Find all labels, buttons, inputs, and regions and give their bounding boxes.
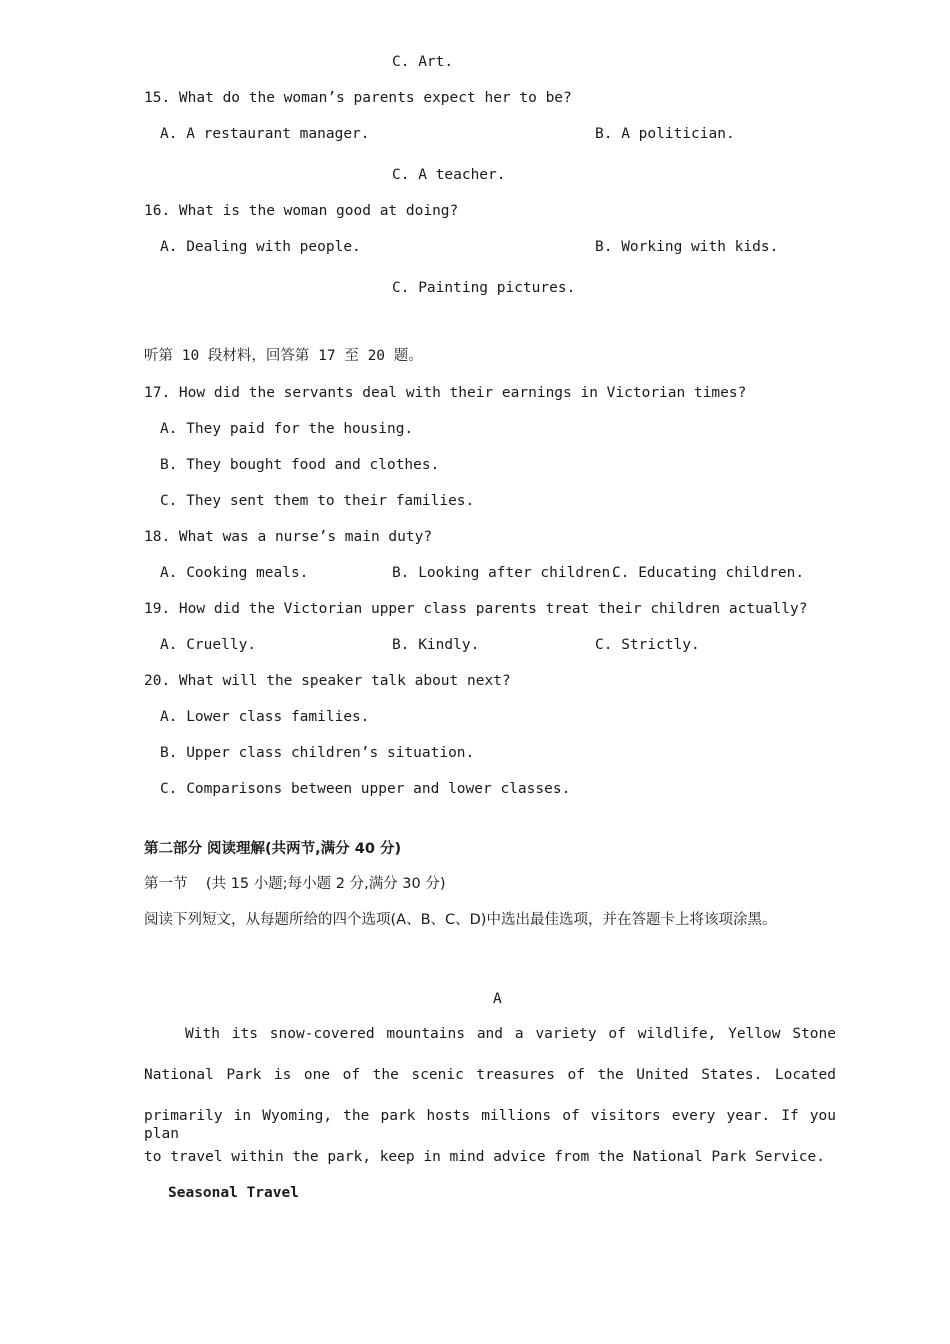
q19-option-a: A. Cruelly. [160, 637, 257, 653]
q16-stem: 16. What is the woman good at doing? [144, 203, 459, 219]
q19-option-b: B. Kindly. [392, 637, 480, 653]
q18-option-a: A. Cooking meals. [160, 565, 309, 581]
q17-option-c: C. They sent them to their families. [160, 493, 475, 509]
q18-option-b: B. Looking after children. [392, 565, 619, 581]
q20-stem: 20. What will the speaker talk about next? [144, 673, 511, 689]
q16-option-a: A. Dealing with people. [160, 239, 361, 255]
passage-line-4: to travel within the park, keep in mind advice from the National Park Service. [144, 1149, 825, 1165]
q17-stem: 17. How did the servants deal with their earnings in Victorian times? [144, 385, 747, 401]
q20-option-a: A. Lower class families. [160, 709, 370, 725]
passage-line-3: primarily in Wyoming, the park hosts millions of visitors every year. If you plan [144, 1108, 836, 1142]
passage-subheading: Seasonal Travel [168, 1185, 299, 1201]
q19-option-c: C. Strictly. [595, 637, 700, 653]
q15-stem: 15. What do the woman’s parents expect her to be? [144, 90, 572, 106]
q15-option-c: C. A teacher. [392, 167, 506, 183]
q18-option-c: C. Educating children. [612, 565, 805, 581]
q18-stem: 18. What was a nurse’s main duty? [144, 529, 433, 545]
part2-instructions: 阅读下列短文，从每题所给的四个选项(A、B、C、D)中选出最佳选项，并在答题卡上将该项涂黑。 [144, 912, 777, 928]
q17-option-a: A. They paid for the housing. [160, 421, 414, 437]
passage-line-2: National Park is one of the scenic treasures of the United States. Located [144, 1067, 836, 1083]
q16-option-b: B. Working with kids. [595, 239, 779, 255]
part2-section1: 第一节 (共 15 小题;每小题 2 分,满分 30 分) [144, 876, 446, 892]
q17-option-b: B. They bought food and clothes. [160, 457, 440, 473]
q15-option-b: B. A politician. [595, 126, 735, 142]
q16-option-c: C. Painting pictures. [392, 280, 576, 296]
q19-stem: 19. How did the Victorian upper class parents treat their children actually? [144, 601, 808, 617]
q14-option-c: C. Art. [392, 54, 454, 70]
q20-option-c: C. Comparisons between upper and lower classes. [160, 781, 571, 797]
part2-heading: 第二部分 阅读理解(共两节,满分 40 分) [144, 841, 402, 857]
q20-option-b: B. Upper class children’s situation. [160, 745, 475, 761]
passage-line-1: With its snow-covered mountains and a variety of wildlife, Yellow Stone [185, 1026, 836, 1042]
q15-option-a: A. A restaurant manager. [160, 126, 370, 142]
passage-label: A [493, 991, 502, 1007]
section-intro: 听第 10 段材料，回答第 17 至 20 题。 [144, 348, 423, 364]
